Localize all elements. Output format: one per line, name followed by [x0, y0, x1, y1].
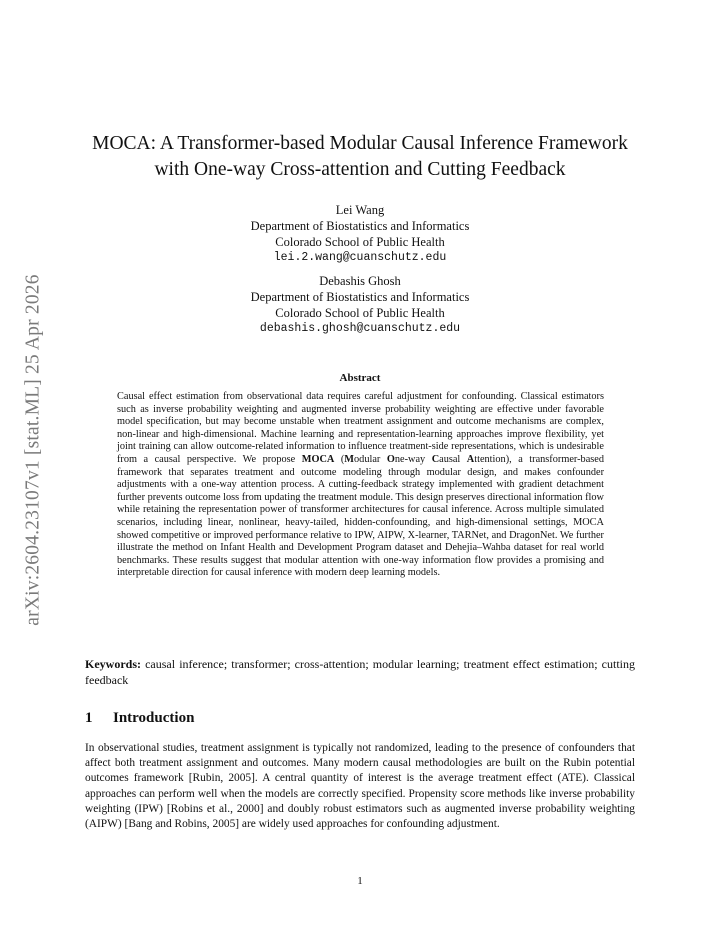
- author-email[interactable]: lei.2.wang@cuanschutz.edu: [273, 251, 447, 264]
- title-line-2: with One-way Cross-attention and Cutting Feedback: [154, 159, 566, 180]
- keywords-text: causal inference; transformer; cross-attention; modular learning; treatment effect estimation; cutting feedback: [85, 657, 635, 687]
- paper-title: [80, 131, 640, 183]
- section-title: Introduction: [113, 710, 195, 726]
- abstract-heading: Abstract: [339, 372, 381, 384]
- keywords-label: Keywords:: [85, 657, 141, 671]
- title-line-1: MOCA: A Transformer-based Modular Causal Inference Framework: [92, 133, 628, 154]
- author-school: Colorado School of Public Health: [275, 235, 445, 249]
- intro-paragraph: In observational studies, treatment assignment is typically not randomized, leading to the presence of confounders that affect both treatment assignment and outcomes. Many modern causal methodologies are built on the Rubin potential outcomes framework [Rubin, 2005]. A central quantity of interest is the average treatment effect (ATE). Classical approaches can perform well when the models are correctly specified. Propensity score methods like inverse probability weighting (IPW) [Robins et al., 2000] and doubly robust estimators such as augmented inverse probability weighting (AIPW) [Bang and Robins, 2005] are widely used approaches for confounding adjustment.: [85, 742, 635, 831]
- author-block-2: [150, 273, 570, 337]
- arxiv-stamp: [10, 220, 58, 680]
- author-department: Department of Biostatistics and Informatics: [250, 219, 470, 233]
- author-block-1: [150, 202, 570, 266]
- author-department: Department of Biostatistics and Informatics: [250, 290, 470, 304]
- abstract-text: Causal effect estimation from observational data requires careful adjustment for confounding. Classical estimators such as inverse probability weighting and augmented inverse probability weighting are effective under favorable model specification, but may become unstable when treatment assignment and outcome mechanisms are complex, non-linear and high-dimensional. Machine learning and representation-learning approaches improve flexibility, yet joint training can allow outcome-related information to influence treatment-side representations, which is undesirable from a causal perspective. We propose MOCA (Modular One-way Causal Attention), a transformer-based framework that separates treatment and outcome modeling through modular design, and makes confounder adjustments with a one-way attention process. A cutting-feedback strategy implemented with gradient detachment further prevents outcome loss from updating the treatment module. This design preserves directional information flow while retaining the representation power of transformer architectures for causal inference. Across multiple simulated scenarios, including linear, nonlinear, heavy-tailed, hidden-confounding, and high-dimensional settings, MOCA showed competitive or improved performance relative to IPW, AIPW, X-learner, TARNet, and DragonNet. We further illustrate the method on Infant Health and Development Program dataset and Dehejia–Wahba dataset for real world benchmarks. These results suggest that modular attention with one-way information flow provides a promising and interpretable direction for causal inference with modern deep learning models.: [117, 391, 604, 579]
- author-name: Lei Wang: [335, 203, 385, 217]
- author-name: Debashis Ghosh: [319, 274, 401, 288]
- page-number: 1: [357, 875, 363, 887]
- author-school: Colorado School of Public Health: [275, 306, 445, 320]
- keywords: [85, 657, 635, 688]
- arxiv-stamp-text: arXiv:2604.23107v1 [stat.ML] 25 Apr 2026: [23, 274, 45, 626]
- section-heading: [85, 710, 194, 727]
- author-email[interactable]: debashis.ghosh@cuanschutz.edu: [259, 322, 461, 335]
- section-number: 1: [85, 710, 93, 726]
